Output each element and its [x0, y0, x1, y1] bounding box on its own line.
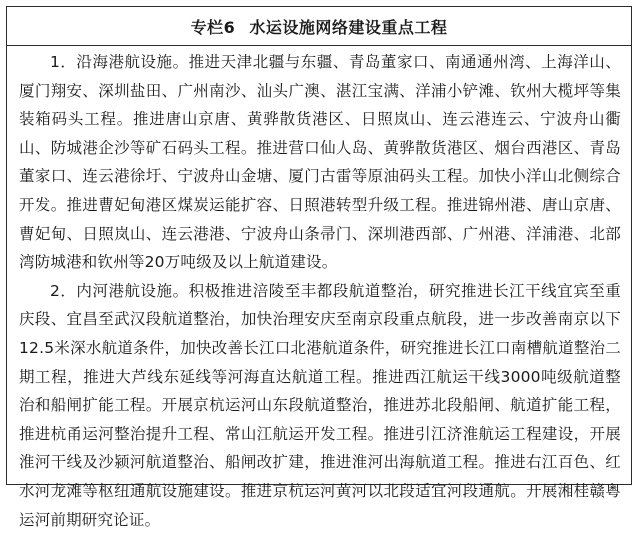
paragraph-inland-river-facilities: 2．内河港航设施。积极推进涪陵至丰都段航道整治，研究推进长江干线宜宾至重庆段、宜昌至武汉段航道整治，加快治理安庆至南京段重点航段，进一步改善南京以下12.5米深水航道条件，加快改善长江口北港航道条件，研究推进长江口南槽航道整治二期工程，推进大芦线东延线等河海直达航道工程。推进西江航运干线3000吨级航道整治和船闸扩能工程。开展京杭运河山东段航道整治，推进苏北段船闸、航道扩能工程，推进杭甬运河整治提升工程、常山江航运开发工程。推进引江济淮航运工程建设，开展淮河干线及沙颍河航道整治、船闸改扩建，推进淮河出海航道工程。推进右江百色、红水河龙滩等枢纽通航设施建设。推进京杭运河黄河以北段适宜河段通航。开展湘桂赣粤运河前期研究论证。: [19, 281, 621, 529]
column-body: [7, 46, 631, 534]
column-title: 水运设施网络建设重点工程: [249, 17, 448, 37]
column-header: [7, 7, 631, 46]
column-label: 专栏6: [190, 17, 236, 37]
paragraph-coastal-port-facilities: 1．沿海港航设施。推进天津北疆与东疆、青岛董家口、南通通州湾、上海洋山、厦门翔安、深圳盐田、广州南沙、汕头广澳、湛江宝满、洋浦小铲滩、钦州大榄坪等集装箱码头工程。推进唐山京唐、黄骅散货港区、日照岚山、连云港连云、宁波舟山衢山、防城港企沙等矿石码头工程。推进营口仙人岛、黄骅散货港区、烟台西港区、青岛董家口、连云港徐圩、宁波舟山金塘、厦门古雷等原油码头工程。加快小洋山北侧综合开发。推进曹妃甸港区煤炭运能扩容、日照港转型升级工程。推进锦州港、唐山京唐、曹妃甸、日照岚山、连云港港、宁波舟山条帚门、深圳港西部、广州港、洋浦港、北部湾防城港和钦州等20万吨级及以上航道建设。: [19, 53, 621, 272]
feature-column-panel: [6, 6, 632, 529]
